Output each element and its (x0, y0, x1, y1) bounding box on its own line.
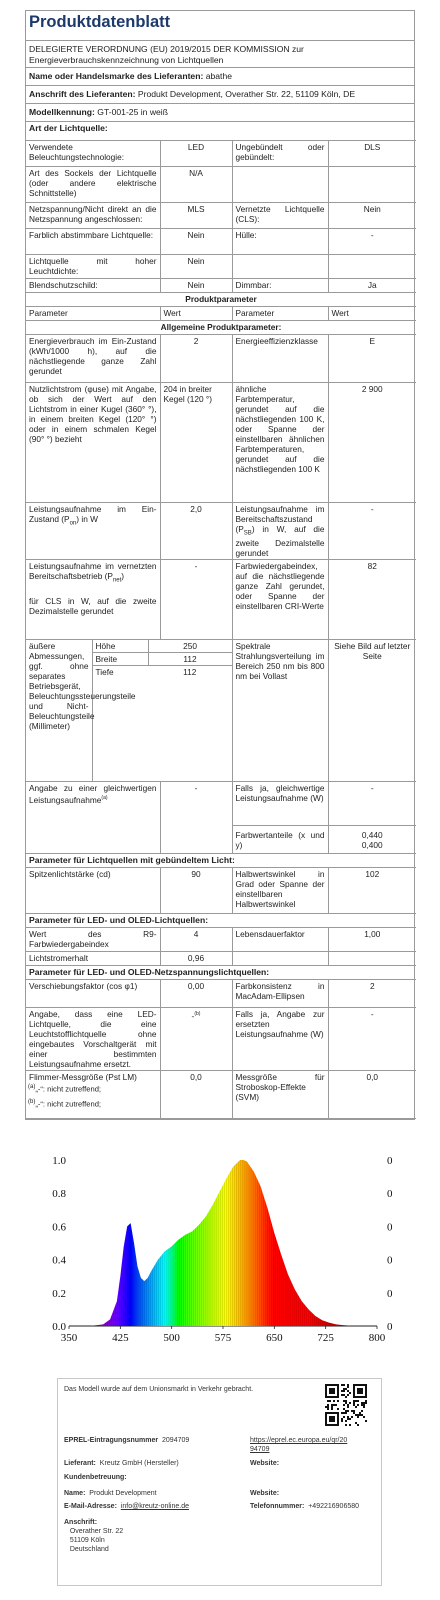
y-tick-label-right: 0 (387, 1188, 393, 1201)
energy-class-label: Energieeffizienzklasse (232, 334, 328, 382)
energy-consumption-value: 2 (160, 334, 232, 382)
beam-angle-label: Halbwertswinkel in Grad oder Spanne der einstellbaren Halbwertswinkel (232, 868, 328, 914)
empty-cell (328, 166, 416, 202)
equiv-if-yes-label: Falls ja, gleichwertige Leistungsaufnahme (W) (232, 782, 328, 826)
chromaticity-label: Farbwertanteile (x und y) (232, 826, 328, 854)
stroboscopic-label: Messgröße für Stroboskop-Effekte (SVM) (232, 1071, 328, 1119)
equiv-power-value: - (160, 782, 232, 854)
product-datasheet (25, 10, 415, 1120)
dimensions-subtable (93, 640, 232, 678)
power-factor-value: 0,00 (160, 980, 232, 1008)
col-value-header: Wert (160, 306, 232, 320)
flicker-value: 0,0 (160, 1071, 232, 1119)
model-label: Modellkennung: (29, 107, 95, 117)
website2-label: Website: (250, 1490, 280, 1497)
r9-label: Wert des R9-Farbwiedergabeindex (26, 928, 160, 952)
x-tick-label: 350 (60, 1332, 78, 1344)
cls-value: Nein (328, 202, 416, 228)
y-tick-label-right: 0 (387, 1254, 393, 1267)
lumen-maintenance-value: 0,96 (160, 952, 232, 966)
depth-label: Tiefe (95, 667, 114, 678)
width-value: 112 (148, 653, 231, 666)
power-factor-label: Verschiebungsfaktor (cos φ1) (26, 980, 160, 1008)
color-temp-value: 2 900 (328, 382, 416, 502)
address-value: Produkt Development, Overather Str. 22, 51109 Köln, DE (137, 89, 356, 99)
chromaticity-value: 0,440 0,400 (328, 826, 416, 854)
mains-value: MLS (160, 202, 232, 228)
beam-angle-value: 102 (328, 868, 416, 914)
x-tick-label: 500 (163, 1332, 180, 1344)
eprel-reg-label: EPREL-Eintragungsnummer (64, 1437, 159, 1444)
x-tick-label: 800 (368, 1332, 386, 1344)
params-table (26, 122, 416, 1119)
stroboscopic-value: 0,0 (328, 1071, 416, 1119)
regulation-text: DELEGIERTE VERORDNUNG (EU) 2019/2015 DER KOMMISSION zur Energieverbrauchskennzeichnung von Lichtquellen (26, 41, 414, 68)
anti-glare-label: Blendschutzschild: (26, 278, 160, 292)
dimmable-label: Dimmbar: (232, 278, 328, 292)
replacement-label: Angabe, dass eine LED-Lichtquelle, die eine Leuchtstofflichtquelle ohne eingebautes Vorschaltgerät mit einer bestimmten Leistungsaufnahme ersetzt. (26, 1008, 160, 1071)
eprel-url-link[interactable]: https://eprel.ec.europa.eu/qr/20 94709 (250, 1437, 348, 1453)
led-mains-heading: Parameter für LED- und OLED-Netzspannungslichtquellen: (26, 966, 416, 980)
spectral-label: Spektrale Strahlungsverteilung im Bereich 250 nm bis 800 nm bei Vollast (232, 640, 328, 782)
depth-value: 112 (183, 667, 197, 678)
y-tick-label-right: 0 (387, 1155, 393, 1167)
supplier-row (26, 68, 414, 86)
luminous-flux-value: 204 in breiter Kegel (120 °) (160, 382, 232, 502)
light-source-heading: Art der Lichtquelle: (26, 122, 416, 140)
empty-cell (232, 166, 328, 202)
replacement-value: -$^{(b)}$ (160, 1008, 232, 1071)
high-luminance-label: Lichtquelle mit hoher Leuchtdichte: (26, 254, 160, 278)
survival-factor-label: Lebensdauerfaktor (232, 928, 328, 952)
led-heading: Parameter für LED- und OLED-Lichtquellen: (26, 914, 416, 928)
color-consistency-value: 2 (328, 980, 416, 1008)
lieferant-value: Kreutz GmbH (Hersteller) (99, 1460, 179, 1467)
col-param-header-2: Parameter (232, 306, 328, 320)
technology-value: LED (160, 140, 232, 166)
spectrum-bars (103, 1160, 349, 1326)
y-tick-label-left: 1.0 (52, 1155, 66, 1167)
empty-cell (232, 952, 328, 966)
envelope-value: - (328, 228, 416, 254)
cri-label: Farbwiedergabeindex, auf die nächstliegende ganze Zahl gerundet, oder Spanne der einstellbaren CRI-Werte (232, 560, 328, 640)
peak-intensity-value: 90 (160, 868, 232, 914)
name-row: Name: Produkt Development (64, 1490, 157, 1497)
tunable-value: Nein (160, 228, 232, 254)
power-net-value: - (160, 560, 232, 640)
empty-cell (232, 254, 328, 278)
y-tick-label-right: 0 (387, 1321, 393, 1333)
color-temp-label: ähnliche Farbtemperatur, gerundet auf die nächstliegenden 100 K, oder Spanne der einstellbaren ähnlichen Farbtemperaturen, gerundet auf die nächstliegenden 100 K (232, 382, 328, 502)
phone-value: +492216906580 (308, 1503, 360, 1510)
market-text: Das Modell wurde auf dem Unionsmarkt in Verkehr gebracht. (64, 1386, 254, 1393)
power-on-value: 2,0 (160, 502, 232, 560)
x-tick-label: 575 (214, 1332, 232, 1344)
website-label: Website: (250, 1460, 280, 1467)
address-label: Anschrift des Lieferanten: (29, 89, 136, 99)
customer-service-label: Kundenbetreuung: (64, 1474, 127, 1481)
empty-cell (328, 254, 416, 278)
x-tick-label: 425 (112, 1332, 129, 1344)
y-tick-label-right: 0 (387, 1287, 393, 1300)
eprel-reg-value: 2094709 (162, 1437, 190, 1444)
color-consistency-label: Farbkonsistenz in MacAdam-Ellipsen (232, 980, 328, 1008)
product-params-heading: Produktparameter (26, 292, 416, 306)
directional-heading: Parameter für Lichtquellen mit gebündeltem Licht: (26, 854, 416, 868)
envelope-label: Hülle: (232, 228, 328, 254)
luminous-flux-label: Nutzlichtstrom (φuse) mit Angabe, ob sich der Wert auf den Lichtstrom in einer Kugel (360° °), in einem breiten Kegel (120° °) oder in einem schmalen Kegel (90° °) bezieht (26, 382, 160, 502)
high-luminance-value: Nein (160, 254, 232, 278)
address-block: Anschrift: Overather Str. 22 51109 Köln Deutschland (64, 1519, 124, 1553)
y-tick-label-left: 0.6 (52, 1221, 66, 1234)
eprel-info-box (57, 1378, 382, 1586)
width-label: Breite (93, 653, 149, 666)
directional-label: Ungebündelt oder gebündelt: (232, 140, 328, 166)
spectral-value: Siehe Bild auf letzter Seite (328, 640, 416, 782)
equiv-if-yes-value: - (328, 782, 416, 826)
page-title: Produktdatenblatt (29, 13, 171, 31)
height-value: 250 (148, 640, 231, 653)
power-net-label: Leistungsaufnahme im vernetzten Bereitschaftsbetrieb $(P_{net})$ für CLS in W, auf die zweite Dezimalstelle gerundet (26, 560, 160, 640)
power-on-label: Leistungsaufnahme im Ein-Zustand $(P_{on})$ in W (26, 502, 160, 560)
address-row (26, 86, 414, 104)
replacement-if-label: Falls ja, Angabe zur ersetzten Leistungsaufnahme (W) (232, 1008, 328, 1071)
power-standby-label: Leistungsaufnahme im Bereitschaftszustand $(P_{SB})$ in W, auf die zweite Dezimalstelle gerundet (232, 502, 328, 560)
x-tick-label: 725 (317, 1332, 334, 1344)
name-value: Produkt Development (89, 1490, 157, 1497)
col-param-header: Parameter (26, 306, 160, 320)
model-row (26, 104, 414, 122)
lumen-maintenance-label: Lichtstromerhalt (26, 952, 160, 966)
email-row: E-Mail-Adresse: info@kreutz-online.de (64, 1503, 189, 1510)
equiv-power-label: Angabe zu einer gleichwertigen Leistungsaufnahme$^{(a)}$ (26, 782, 160, 854)
power-standby-value: - (328, 502, 416, 560)
dimensions-cell (92, 640, 232, 782)
x-tick-label: 650 (266, 1332, 283, 1344)
datasheet-header (26, 11, 414, 41)
eprel-reg-row (64, 1436, 189, 1445)
y-tick-label-left: 0.4 (52, 1254, 66, 1267)
col-value-header-2: Wert (328, 306, 416, 320)
cri-value: 82 (328, 560, 416, 640)
supplier-label: Name oder Handelsmarke des Lieferanten: (29, 71, 204, 81)
flicker-label: Flimmer-Messgröße (Pst LM) (26, 1071, 160, 1119)
qr-code-icon[interactable] (325, 1384, 367, 1426)
cap-type-value: N/A (160, 166, 232, 202)
energy-class-value: E (328, 334, 416, 382)
spectral-distribution-chart (45, 1148, 395, 1363)
phone-row: Telefonnummer: +492216906580 (250, 1503, 360, 1510)
directional-value: DLS (328, 140, 416, 166)
cap-type-label: Art des Sockels der Lichtquelle (oder andere elektrische Schnittstelle) (26, 166, 160, 202)
tunable-label: Farblich abstimmbare Lichtquelle: (26, 228, 160, 254)
email-link[interactable]: info@kreutz-online.de (120, 1503, 189, 1510)
cls-label: Vernetzte Lichtquelle (CLS): (232, 202, 328, 228)
survival-factor-value: 1,00 (328, 928, 416, 952)
energy-consumption-label: Energieverbrauch im Ein-Zustand (kWh/1000 h), auf die nächstliegende ganze Zahl gerundet (26, 334, 160, 382)
r9-value: 4 (160, 928, 232, 952)
height-label: Höhe (93, 640, 149, 653)
supplier-value: abathe (205, 71, 233, 81)
mains-label: Netzspannung/Nicht direkt an die Netzspannung angeschlossen: (26, 202, 160, 228)
y-tick-label-left: 0.8 (52, 1188, 66, 1201)
y-tick-label-left: 0.0 (52, 1321, 66, 1333)
empty-cell (328, 952, 416, 966)
model-value: GT-001-25 in weiß (97, 107, 168, 117)
dimensions-label: äußere Abmessungen, ggf. ohne separates Betriebsgerät, Beleuchtungssteuerungsteile und Nicht-Beleuchtungsteile (Millimeter) (26, 640, 92, 782)
general-params-heading: Allgemeine Produktparameter: (26, 320, 416, 334)
peak-intensity-label: Spitzenlichtstärke (cd) (26, 868, 160, 914)
technology-label: Verwendete Beleuchtungstechnologie: (26, 140, 160, 166)
lieferant-row: Lieferant: Kreutz GmbH (Hersteller) (64, 1460, 179, 1467)
spectrum-fill (69, 1160, 377, 1326)
y-tick-label-right: 0 (387, 1221, 393, 1234)
y-tick-label-left: 0.2 (52, 1287, 66, 1300)
replacement-if-value: - (328, 1008, 416, 1071)
dimmable-value: Ja (328, 278, 416, 292)
footnote-a: $^{(a)}$„-“: nicht zutreffend; (28, 1084, 102, 1094)
anti-glare-value: Nein (160, 278, 232, 292)
footnote-b: $^{(b)}$„-“: nicht zutreffend; (28, 1099, 102, 1109)
